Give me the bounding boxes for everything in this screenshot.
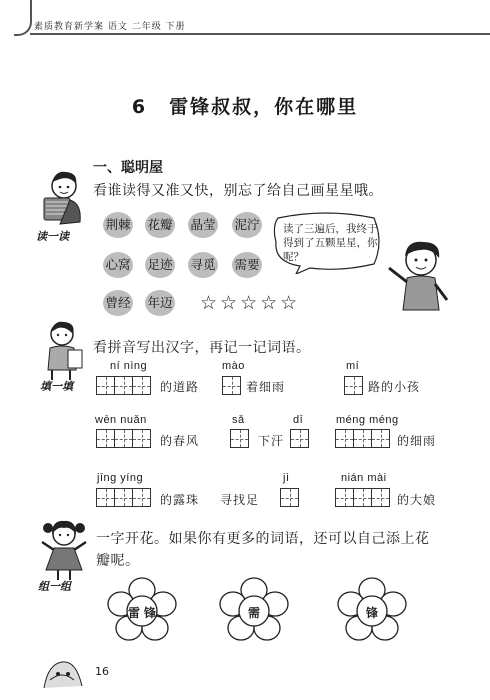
word-suffix: 下汗 — [258, 434, 285, 448]
girl-illustration — [36, 518, 92, 582]
word-badge: 荆棘 — [103, 212, 133, 238]
corner-doodle-decoration — [40, 650, 86, 690]
pinyin-label: nián mài — [341, 472, 387, 484]
tian-grid-cell[interactable] — [114, 488, 133, 507]
task3-instruction-line2: 瓣呢。 — [96, 553, 140, 569]
tian-grid-cell[interactable] — [353, 488, 372, 507]
boy-pointing-illustration — [385, 238, 457, 320]
flower-center-char: 锋 — [366, 606, 379, 620]
pinyin-label: sǎ — [232, 414, 245, 426]
word-badge: 足迹 — [145, 252, 175, 278]
pinyin-label: mào — [222, 360, 245, 372]
word-suffix: 的春风 — [160, 434, 200, 448]
flower-center-char: 需 — [248, 606, 261, 620]
pinyin-label: dī — [293, 414, 304, 426]
label-fill: 填一填 — [40, 380, 73, 393]
star-rating[interactable]: ☆☆☆☆☆ — [200, 292, 301, 314]
word-suffix: 的道路 — [160, 380, 200, 394]
word-badge: 年迈 — [145, 290, 175, 316]
task3-instruction-line1: 一字开花。如果你有更多的词语，还可以自己添上花 — [96, 531, 430, 547]
task2-instruction: 看拼音写出汉字，再记一记词语。 — [93, 340, 311, 356]
lesson-title-text: 雷锋叔叔，你在哪里 — [169, 96, 359, 118]
tian-grid-cell[interactable] — [335, 429, 354, 448]
flower-center-char: 锋 — [144, 606, 157, 620]
tian-grid-cell[interactable] — [353, 429, 372, 448]
word-prefix: 寻找足 — [220, 493, 260, 507]
word-badge: 花瓣 — [145, 212, 175, 238]
pinyin-label: mí — [346, 360, 360, 372]
lesson-number: 6 — [131, 96, 148, 118]
section-title: 一、聪明屋 — [93, 160, 163, 176]
tian-grid-cell[interactable] — [96, 376, 115, 395]
header-text: 素质教育新学案 语文 二年级 下册 — [34, 22, 186, 32]
page-number: 16 — [95, 665, 109, 678]
tian-grid-cell[interactable] — [222, 376, 241, 395]
pinyin-label: ní nìng — [110, 360, 148, 372]
tian-grid-cell[interactable] — [371, 429, 390, 448]
tian-grid-cell[interactable] — [132, 429, 151, 448]
label-read: 读一读 — [36, 230, 69, 243]
pinyin-label: jì — [283, 472, 290, 484]
tian-grid-cell[interactable] — [114, 429, 133, 448]
lesson-title — [0, 92, 490, 119]
header-corner-decoration — [14, 0, 32, 36]
label-group: 组一组 — [38, 580, 71, 593]
word-badge: 泥泞 — [232, 212, 262, 238]
page-header — [0, 0, 490, 36]
pinyin-label: méng méng — [336, 414, 399, 426]
flower-center-char: 雷 — [128, 606, 141, 620]
header-rule — [30, 33, 490, 35]
word-suffix: 的细雨 — [397, 434, 437, 448]
boy-reading-illustration — [30, 168, 92, 230]
pinyin-label: jīng yíng — [97, 472, 144, 484]
speech-bubble-text: 读了三遍后，我终于得到了五颗星星，你呢？ — [283, 223, 378, 263]
word-badge: 心窝 — [103, 252, 133, 278]
flower-diagram — [107, 576, 177, 644]
word-suffix: 的大娘 — [397, 493, 437, 507]
word-badge: 寻觅 — [188, 252, 218, 278]
tian-grid-cell[interactable] — [132, 376, 151, 395]
tian-grid-cell[interactable] — [335, 488, 354, 507]
task1-instruction: 看谁读得又准又快，别忘了给自己画星星哦。 — [93, 183, 383, 199]
tian-grid-cell[interactable] — [230, 429, 249, 448]
tian-grid-cell[interactable] — [96, 429, 115, 448]
tian-grid-cell[interactable] — [96, 488, 115, 507]
tian-grid-cell[interactable] — [344, 376, 363, 395]
word-badge: 需要 — [232, 252, 262, 278]
word-badge: 晶莹 — [188, 212, 218, 238]
word-badge: 曾经 — [103, 290, 133, 316]
tian-grid-cell[interactable] — [132, 488, 151, 507]
boy-writing-illustration — [38, 320, 88, 382]
pinyin-label: wēn nuǎn — [95, 414, 147, 426]
tian-grid-cell[interactable] — [114, 376, 133, 395]
tian-grid-cell[interactable] — [280, 488, 299, 507]
tian-grid-cell[interactable] — [290, 429, 309, 448]
word-suffix: 路的小孩 — [368, 380, 421, 394]
word-suffix: 着细雨 — [246, 380, 286, 394]
tian-grid-cell[interactable] — [371, 488, 390, 507]
word-suffix: 的露珠 — [160, 493, 200, 507]
